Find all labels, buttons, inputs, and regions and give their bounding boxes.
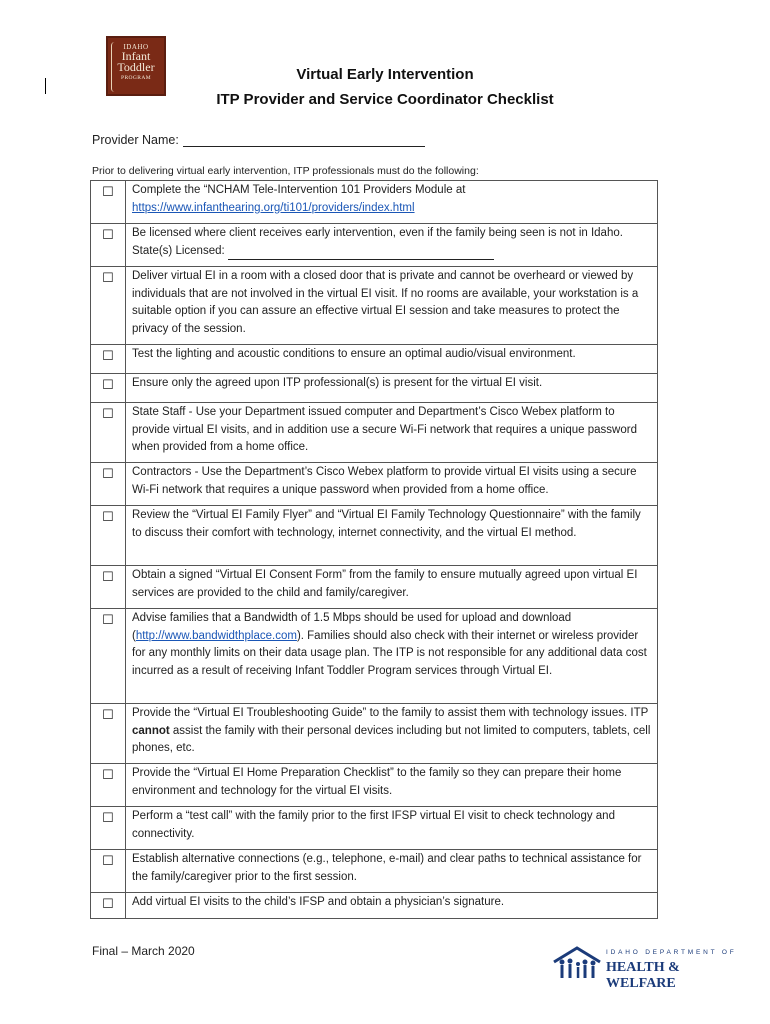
intro-text: Prior to delivering virtual early intervention, ITP professionals must do the following: <box>92 165 479 177</box>
checklist-item-text <box>126 224 658 267</box>
page-subtitle: ITP Provider and Service Coordinator Checklist <box>216 91 554 108</box>
checklist-row <box>91 374 658 403</box>
provider-name-label: Provider Name: <box>92 133 179 147</box>
checklist-item-text: Provide the “Virtual EI Home Preparation Checklist” to the family so they can prepare their home environment and technology for the virtual EI visits. <box>126 764 658 807</box>
checklist-row <box>91 850 658 893</box>
checkbox[interactable]: ☐ <box>91 181 126 224</box>
checklist-row <box>91 345 658 374</box>
checkbox[interactable]: ☐ <box>91 267 126 345</box>
item-text: Complete the “NCHAM Tele-Intervention 101 Providers Module at <box>132 184 466 196</box>
logo-line-1: IDAHO <box>123 43 149 51</box>
page-title: Virtual Early Intervention <box>296 66 474 83</box>
provider-name-field <box>92 133 425 147</box>
checklist-item-text <box>126 704 658 764</box>
item-text: Provide the “Virtual EI Troubleshooting Guide” to the family to assist them with technology issues. ITP <box>132 707 649 719</box>
checklist-row <box>91 764 658 807</box>
checklist-item-text: Perform a “test call” with the family prior to the first IFSP virtual EI visit to check technology and connectivity. <box>126 807 658 850</box>
checklist-row <box>91 267 658 345</box>
checklist-item-text: State Staff - Use your Department issued computer and Department’s Cisco Webex platform to provide virtual EI visits, and in addition use a secure Wi-Fi network that requires a unique password when provided from a home office. <box>126 403 658 463</box>
checklist-row <box>91 609 658 704</box>
ti101-link[interactable]: https://www.infanthearing.org/ti101/providers/index.html <box>132 201 415 214</box>
checkbox[interactable]: ☐ <box>91 345 126 374</box>
logo-line-2: Infant <box>121 49 151 63</box>
checklist-row <box>91 506 658 566</box>
checklist-row <box>91 807 658 850</box>
checkbox[interactable]: ☐ <box>91 224 126 267</box>
states-licensed-blank[interactable] <box>228 247 494 260</box>
provider-name-blank[interactable] <box>183 134 425 147</box>
checkbox[interactable]: ☐ <box>91 463 126 506</box>
checklist-row <box>91 893 658 919</box>
checklist-item-text: Deliver virtual EI in a room with a closed door that is private and cannot be overheard or viewed by individuals that are not involved in the virtual EI visit. If no rooms are available, your workstation is a suitable option if you can assure an effective virtual EI session and take measures to protect the privacy of the session. <box>126 267 658 345</box>
checkbox[interactable]: ☐ <box>91 704 126 764</box>
checkbox[interactable]: ☐ <box>91 893 126 919</box>
item-text-bold: cannot <box>132 724 170 737</box>
checklist-item-text: Add virtual EI visits to the child’s IFSP and obtain a physician’s signature. <box>126 893 658 919</box>
checklist-table <box>90 180 658 919</box>
item-text: ). Families should also check with their internet or wireless provider for any monthly limits on their data usage plan. The ITP is not responsible for any additional data cost incurred as a result of receiving Infant Toddler Program services through Virtual EI. <box>132 629 647 677</box>
checklist-item-text: Review the “Virtual EI Family Flyer” and “Virtual EI Family Technology Questionnaire” with the family to discuss their comfort with technology, internet connectivity, and the virtual EI method. <box>126 506 658 566</box>
checklist-item-text <box>126 181 658 224</box>
checklist-row <box>91 403 658 463</box>
checklist-row <box>91 566 658 609</box>
item-text: Advise families that a Bandwidth of 1.5 Mbps should be used for upload and download ( <box>132 612 572 642</box>
item-text: Be licensed where client receives early intervention, even if the family being seen is not in Idaho. State(s) Licensed: <box>132 227 623 257</box>
checklist-row <box>91 224 658 267</box>
checklist-item-text: Contractors - Use the Department’s Cisco Webex platform to provide virtual EI visits using a secure Wi-Fi network that requires a unique password when provided from a home office. <box>126 463 658 506</box>
family-house-icon <box>552 946 602 980</box>
checkbox[interactable]: ☐ <box>91 374 126 403</box>
checkbox[interactable]: ☐ <box>91 506 126 566</box>
footer-date: Final – March 2020 <box>92 944 195 958</box>
checkbox[interactable]: ☐ <box>91 403 126 463</box>
checklist-item-text: Test the lighting and acoustic conditions to ensure an optimal audio/visual environment. <box>126 345 658 374</box>
logo-line-3: Toddler <box>117 60 155 74</box>
idhw-logo <box>552 946 742 991</box>
logo-line-4: PROGRAM <box>120 75 151 81</box>
item-text: assist the family with their personal devices including but not limited to computers, tablets, cell phones, etc. <box>132 724 651 754</box>
checkbox[interactable]: ☐ <box>91 807 126 850</box>
checklist-row <box>91 181 658 224</box>
checkbox[interactable]: ☐ <box>91 850 126 893</box>
checklist-item-text: Establish alternative connections (e.g., telephone, e-mail) and clear paths to technical assistance for the family/caregiver prior to the first session. <box>126 850 658 893</box>
checklist-item-text <box>126 609 658 704</box>
checklist-item-text: Ensure only the agreed upon ITP professional(s) is present for the virtual EI visit. <box>126 374 658 403</box>
checkbox[interactable]: ☐ <box>91 609 126 704</box>
checkbox[interactable]: ☐ <box>91 764 126 807</box>
checklist-item-text: Obtain a signed “Virtual EI Consent Form” from the family to ensure mutually agreed upon virtual EI services are provided to the child and family/caregiver. <box>126 566 658 609</box>
bandwidthplace-link[interactable]: http://www.bandwidthplace.com <box>135 629 297 642</box>
checklist-row <box>91 704 658 764</box>
checkbox[interactable]: ☐ <box>91 566 126 609</box>
agency-name-top: IDAHO DEPARTMENT OF <box>606 949 737 956</box>
agency-name-bottom: HEALTH & WELFARE <box>606 960 680 991</box>
checklist-row <box>91 463 658 506</box>
